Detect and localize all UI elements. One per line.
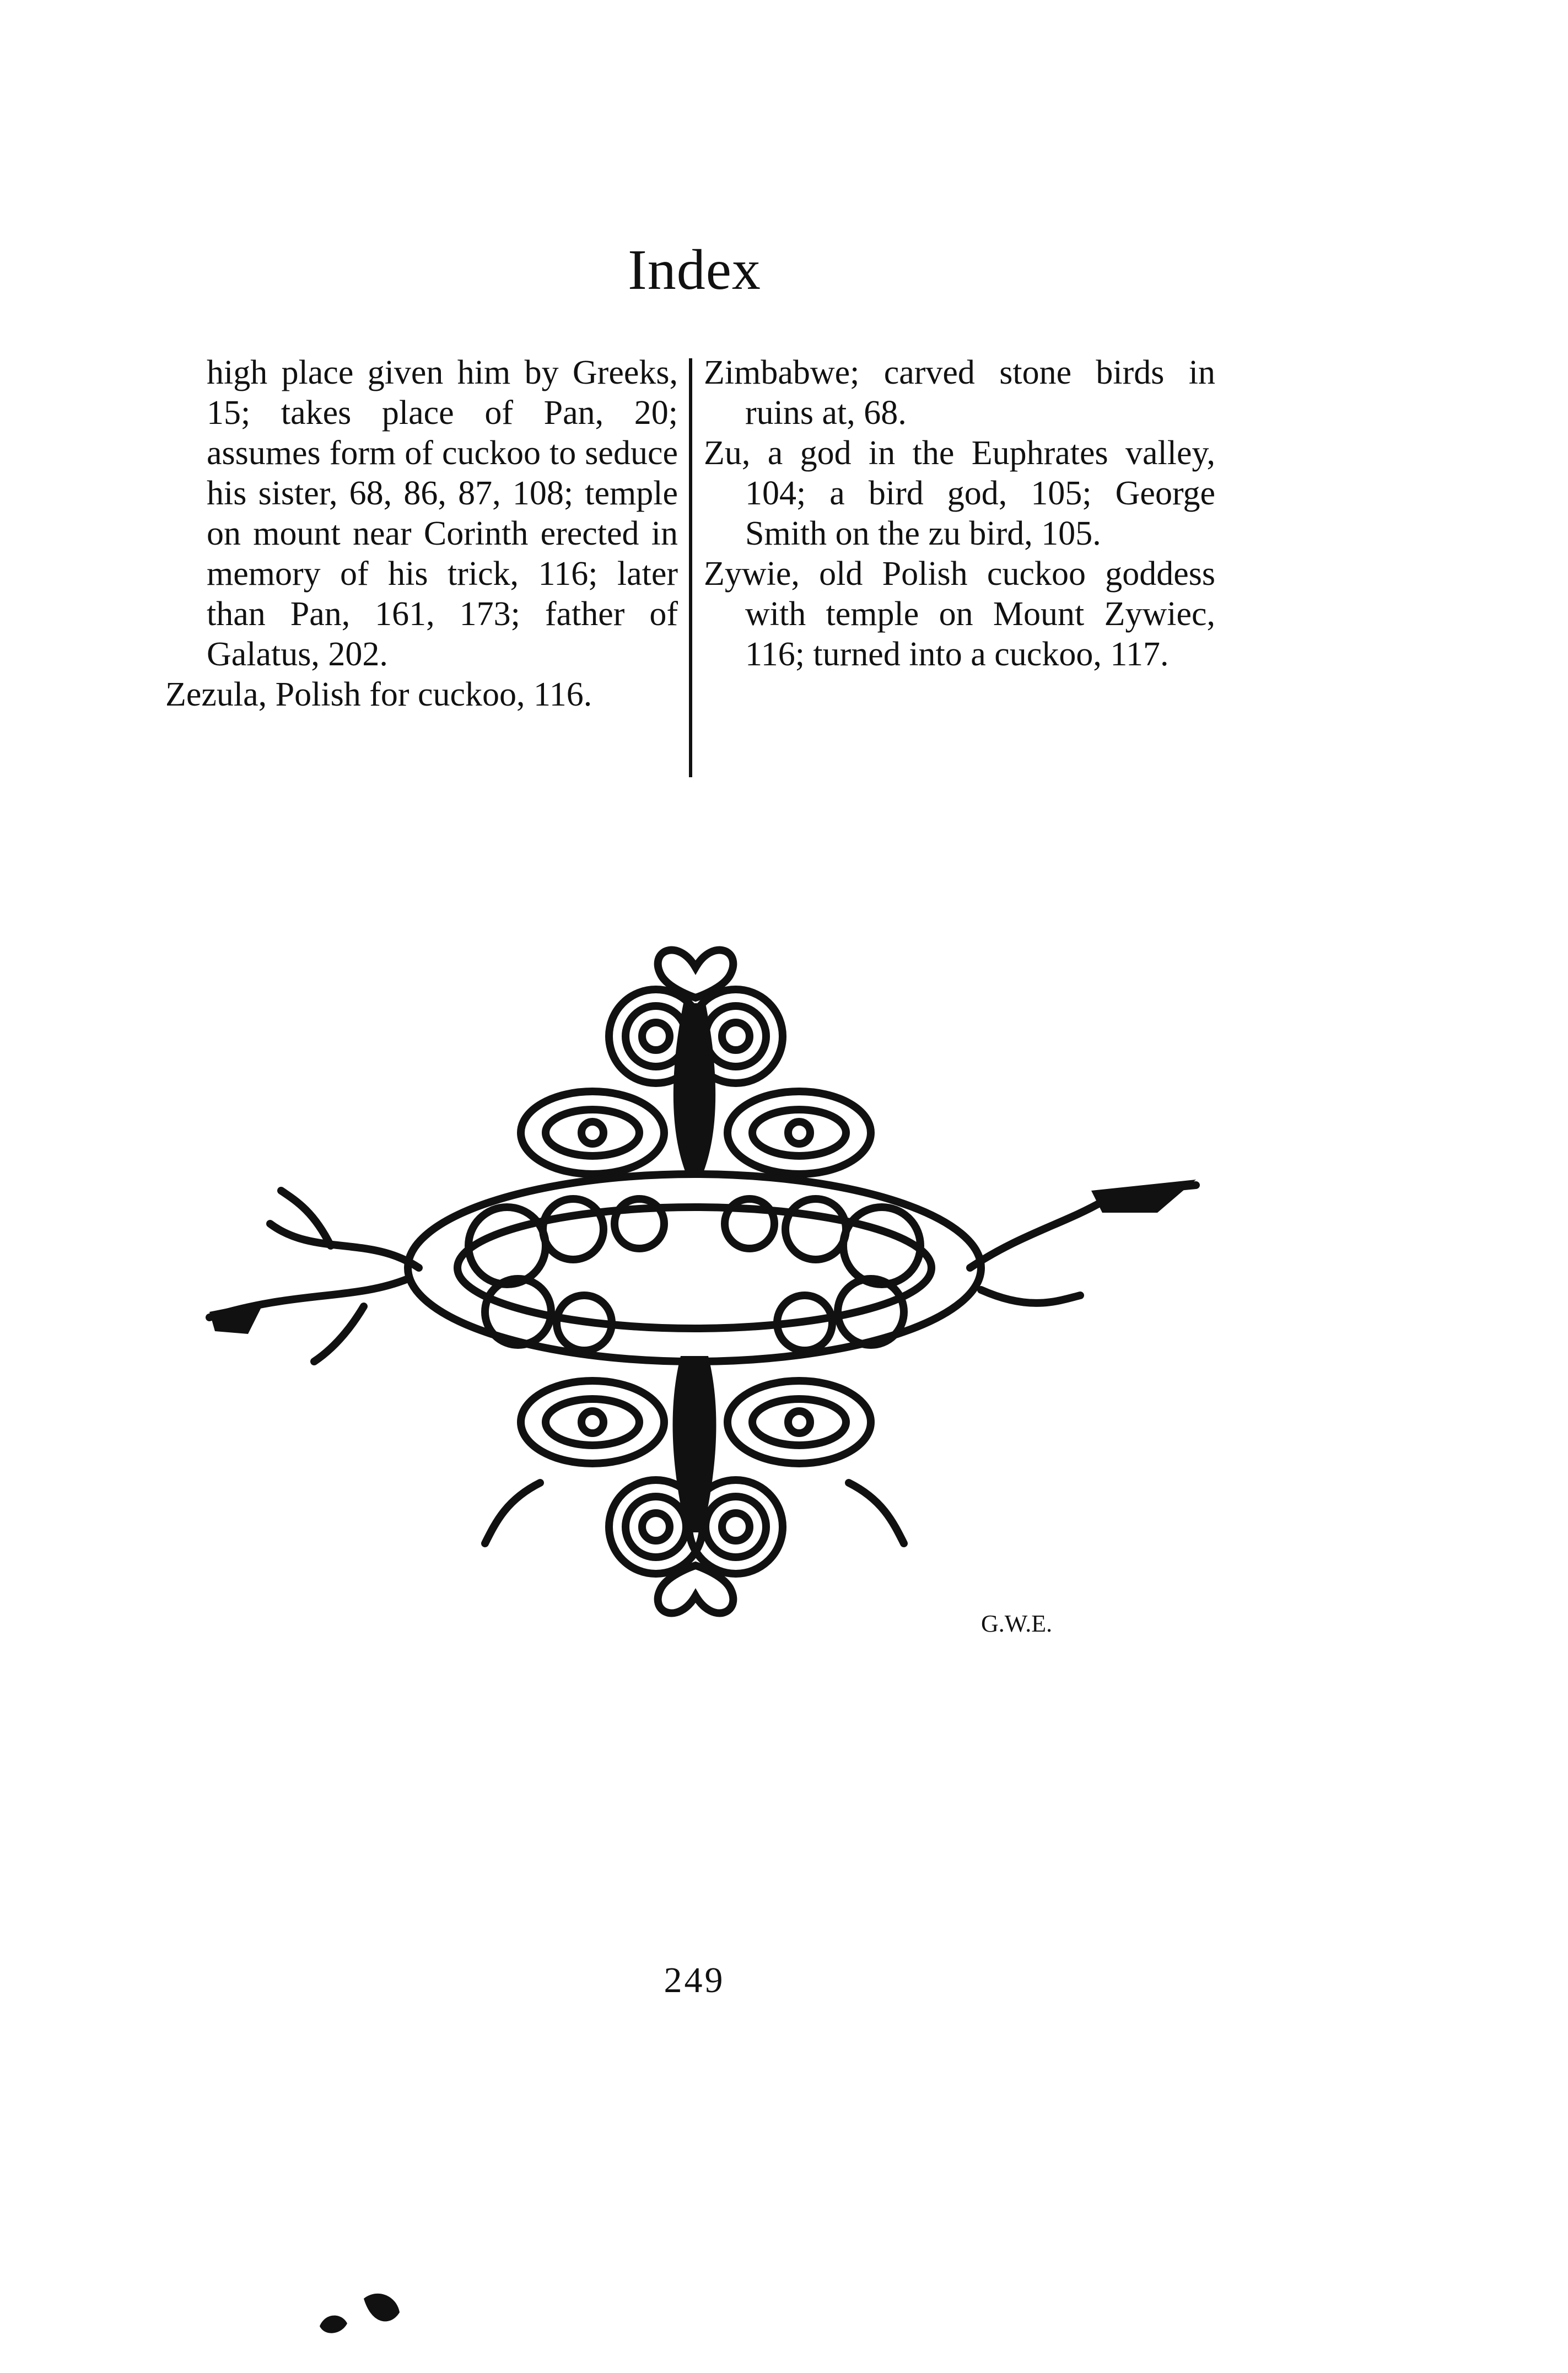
page-title: Index <box>628 238 761 302</box>
column-divider <box>689 358 692 777</box>
page-number: 249 <box>664 1960 725 2000</box>
index-column-left <box>165 353 678 715</box>
ink-blot-icon <box>309 2282 419 2343</box>
index-entry: Zimbabwe; carved stone birds in ruins at, 68. <box>704 354 1215 432</box>
index-column-right <box>704 353 1215 675</box>
index-entry: Zywie, old Polish cuckoo goddess with temple on Mount Zywiec, 116; turned into a cuckoo, 117. <box>704 555 1215 673</box>
index-entry: Zezula, Polish for cuckoo, 116. <box>165 676 592 713</box>
celtic-knot-ornament-icon <box>187 915 1201 1676</box>
artist-signature: G.W.E. <box>981 1610 1053 1637</box>
index-entry-continuation: high place given him by Greeks, 15; takes place of Pan, 20; assumes form of cuckoo to seduce his sister, 68, 86, 87, 108; temple on mount near Corinth erected in memory of his trick, 116; later than Pan, 161, 173; father of Galatus, 202. <box>207 354 678 673</box>
index-entry: Zu, a god in the Euphrates valley, 104; a bird god, 105; George Smith on the zu bird, 105. <box>704 434 1215 552</box>
